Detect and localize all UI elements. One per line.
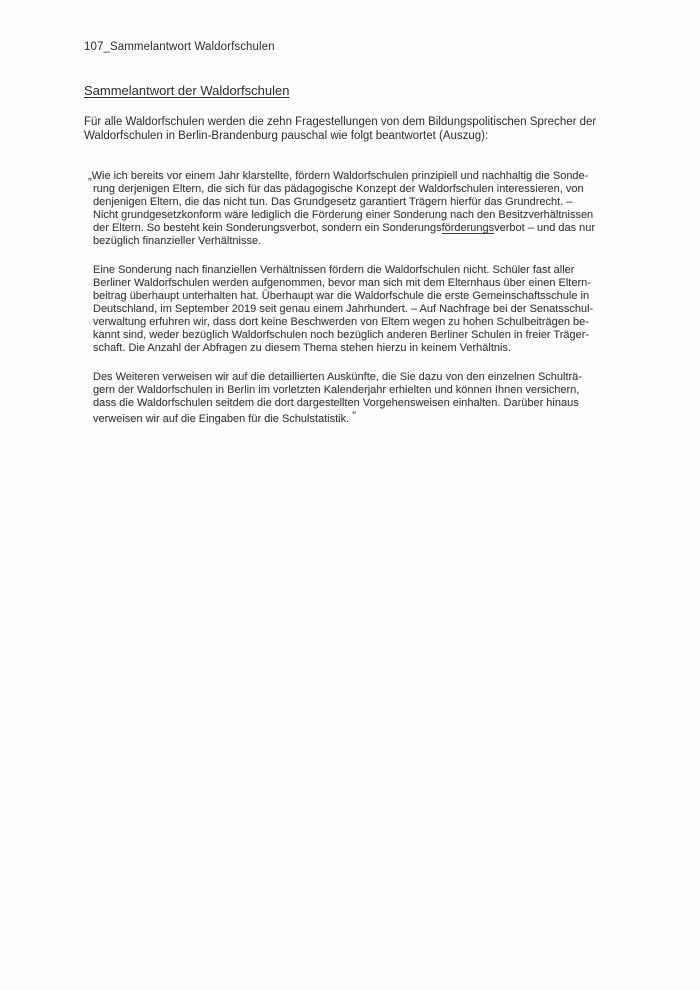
quote-line-segment: der Eltern. So besteht kein Sonderungsverbot, sondern ein Sonderungs — [93, 222, 442, 234]
quote-line-with-underline — [93, 222, 656, 235]
quote-block — [88, 170, 656, 426]
document-title: Sammelantwort der Waldorfschulen — [84, 83, 290, 98]
quote-line: Berliner Waldorfschulen werden aufgenommen, bevor man sich mit dem Elternhaus über einen Eltern- — [93, 277, 591, 289]
quote-line-segment: verbot – und das nur — [494, 222, 596, 234]
quote-line: schaft. Die Anzahl der Abfragen zu diesem Thema stehen hierzu in keinem Verhältnis. — [93, 342, 512, 354]
quote-last-line — [93, 410, 656, 426]
quote-line: dass die Waldorfschulen seitdem die dort dargestellten Vorgehensweisen einhalten. Darüber hinaus — [93, 397, 579, 409]
quote-line: Des Weiteren verweisen wir auf die detaillierten Auskünfte, die Sie dazu von den einzelnen Schulträ- — [93, 371, 582, 383]
quote-line: kannt sind, weder bezüglich Waldorfschulen noch bezüglich anderen Berliner Schulen in freier Träger- — [93, 329, 590, 341]
quote-line-segment: verweisen wir auf die Eingaben für die Schulstatistik. — [93, 413, 353, 425]
quote-line: gern der Waldorfschulen in Berlin im vorletzten Kalenderjahr erhielten und können Ihnen versichern, — [93, 384, 580, 396]
quote-line: denjenigen Eltern, die das nicht tun. Das Grundgesetz garantiert Trägern hierfür das Grundrecht. – — [93, 196, 573, 208]
intro-line: Für alle Waldorfschulen werden die zehn Fragestellungen von dem Bildungspolitischen Sprecher der — [84, 116, 597, 128]
quote-line: beitrag überhaupt unterhalten hat. Überhaupt war die Waldorfschule die erste Gemeinschaftsschule in — [93, 290, 590, 302]
quote-line: Nicht grundgesetzkonform wäre lediglich die Förderung einer Sonderung nach den Besitzverhältnissen — [93, 209, 594, 221]
quote-paragraph-3 — [93, 371, 656, 426]
closing-quote-mark: ” — [352, 410, 356, 422]
quote-line: „Wie ich bereits vor einem Jahr klarstellte, fördern Waldorfschulen prinzipiell und nachhaltig die Sonde- — [88, 170, 589, 182]
intro-paragraph — [84, 116, 656, 143]
quote-paragraph-2 — [93, 264, 656, 355]
quote-line: Eine Sonderung nach finanziellen Verhältnissen fördern die Waldorfschulen nicht. Schüler fast aller — [93, 264, 575, 276]
document-header: 107_Sammelantwort Waldorfschulen — [84, 41, 275, 53]
quote-paragraph-1 — [88, 170, 656, 248]
quote-line: bezüglich finanzieller Verhältnisse. — [93, 235, 262, 247]
underlined-word-segment: förderungs — [441, 222, 495, 234]
quote-line: verwaltung erfuhren wir, dass dort keine Beschwerden von Eltern wegen zu hohen Schulbeiträgen be- — [93, 316, 589, 328]
quote-line: Deutschland, im September 2019 seit genau einem Jahrhundert. – Auf Nachfrage bei der Senatsschul- — [93, 303, 594, 315]
quote-line: rung derjenigen Eltern, die sich für das pädagogische Konzept der Waldorfschulen interessieren, von — [93, 183, 584, 195]
intro-line: Waldorfschulen in Berlin-Brandenburg pauschal wie folgt beantwortet (Auszug): — [84, 129, 489, 142]
